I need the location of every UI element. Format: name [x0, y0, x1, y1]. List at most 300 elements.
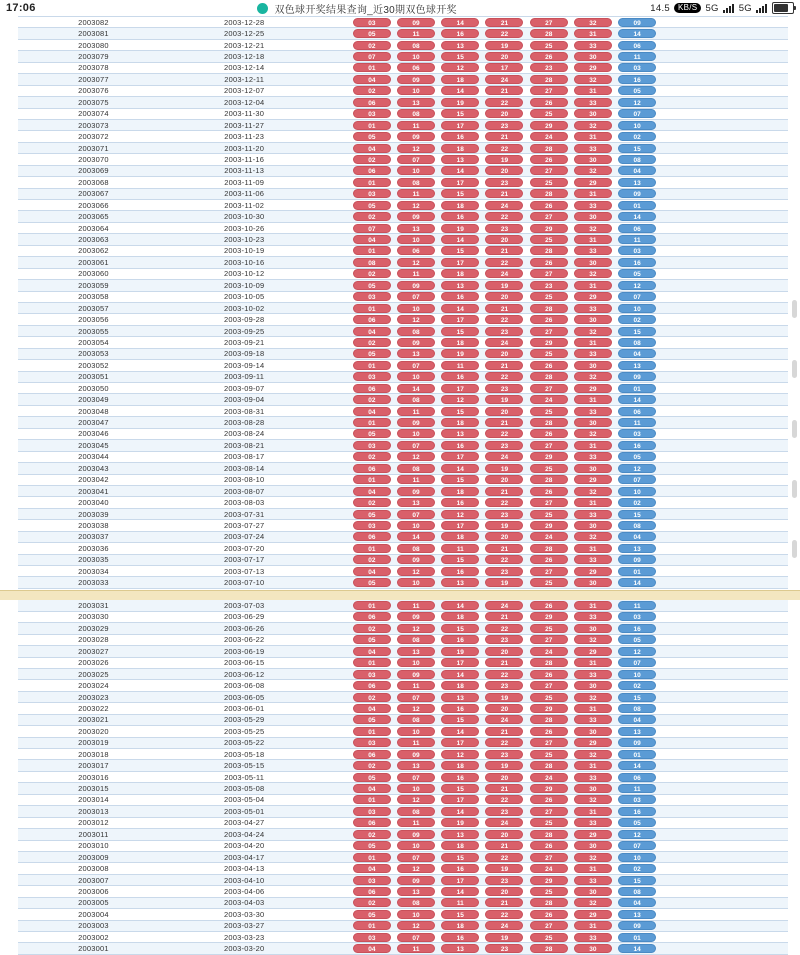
red-ball: 33 [574, 670, 612, 679]
red-ball-cell [438, 634, 482, 645]
red-ball-cell [350, 668, 394, 679]
row-gutter [0, 245, 18, 256]
red-ball-cell [527, 291, 571, 302]
red-ball-cell [394, 611, 438, 622]
table-row[interactable] [0, 771, 800, 782]
table-row[interactable] [0, 200, 800, 211]
red-ball: 23 [530, 281, 568, 290]
results-table-container[interactable] [0, 16, 800, 954]
table-row[interactable] [0, 348, 800, 359]
red-ball: 28 [530, 898, 568, 907]
table-row[interactable] [0, 74, 800, 85]
red-ball-cell [438, 74, 482, 85]
red-ball-cell [438, 737, 482, 748]
red-ball-cell [350, 771, 394, 782]
table-row[interactable] [0, 440, 800, 451]
red-ball-cell [482, 760, 526, 771]
table-row[interactable] [0, 302, 800, 313]
blue-ball: 03 [618, 429, 656, 438]
red-ball: 28 [530, 75, 568, 84]
table-row[interactable] [0, 131, 800, 142]
red-ball-cell [527, 17, 571, 28]
table-row[interactable] [0, 863, 800, 874]
red-ball: 19 [441, 98, 479, 107]
blue-ball: 03 [618, 612, 656, 621]
red-ball: 29 [574, 63, 612, 72]
table-row[interactable] [0, 85, 800, 96]
red-ball-cell [527, 657, 571, 668]
red-ball-cell [394, 222, 438, 233]
spacer-cell [320, 131, 350, 142]
red-ball-cell [482, 749, 526, 760]
red-ball: 32 [574, 635, 612, 644]
red-ball: 05 [353, 281, 391, 290]
browser-title-area [64, 1, 650, 16]
blue-ball: 02 [618, 132, 656, 141]
row-gutter [0, 405, 18, 416]
red-ball: 20 [485, 292, 523, 301]
blue-ball-cell [615, 566, 659, 577]
red-ball-cell [394, 85, 438, 96]
red-ball-cell [482, 165, 526, 176]
red-ball-cell [527, 119, 571, 130]
table-row[interactable] [0, 245, 800, 256]
issue-number: 2003080 [18, 39, 169, 50]
issue-number: 2003038 [18, 520, 169, 531]
table-row[interactable] [0, 508, 800, 519]
scrollbar-thumb[interactable] [792, 540, 797, 558]
red-ball: 09 [397, 670, 435, 679]
table-row[interactable] [0, 817, 800, 828]
red-ball: 19 [485, 41, 523, 50]
red-ball-cell [394, 28, 438, 39]
spacer-cell [320, 851, 350, 862]
red-ball: 33 [574, 612, 612, 621]
issue-number: 2003040 [18, 497, 169, 508]
red-ball: 06 [353, 98, 391, 107]
draw-date: 2003-12-04 [169, 97, 320, 108]
draw-date: 2003-03-30 [169, 909, 320, 920]
red-ball: 22 [485, 738, 523, 747]
table-row[interactable] [0, 280, 800, 291]
red-ball: 09 [397, 612, 435, 621]
row-gutter [0, 531, 18, 542]
row-tail [659, 314, 788, 325]
table-row[interactable] [0, 874, 800, 885]
table-row[interactable] [0, 405, 800, 416]
table-row[interactable] [0, 909, 800, 920]
red-ball: 33 [574, 144, 612, 153]
red-ball: 13 [441, 944, 479, 953]
draw-date: 2003-04-17 [169, 851, 320, 862]
table-row[interactable] [0, 108, 800, 119]
red-ball-cell [527, 566, 571, 577]
table-row[interactable] [0, 154, 800, 165]
row-scroll-gutter [788, 714, 800, 725]
blue-ball-cell [615, 806, 659, 817]
red-ball: 27 [530, 269, 568, 278]
table-row[interactable] [0, 291, 800, 302]
table-row[interactable] [0, 394, 800, 405]
spacer-cell [320, 714, 350, 725]
row-gutter [0, 760, 18, 771]
issue-number: 2003025 [18, 668, 169, 679]
table-row[interactable] [0, 520, 800, 531]
table-row[interactable] [0, 840, 800, 851]
red-ball: 24 [485, 921, 523, 930]
table-row[interactable] [0, 611, 800, 622]
red-ball: 20 [485, 52, 523, 61]
table-row[interactable] [0, 51, 800, 62]
red-ball: 03 [353, 109, 391, 118]
red-ball-cell [482, 97, 526, 108]
table-row[interactable] [0, 749, 800, 760]
issue-number: 2003062 [18, 245, 169, 256]
table-row[interactable] [0, 623, 800, 634]
red-ball-cell [482, 600, 526, 611]
table-row[interactable] [0, 188, 800, 199]
red-ball: 22 [485, 258, 523, 267]
blue-ball-cell [615, 51, 659, 62]
blue-ball: 09 [618, 18, 656, 27]
draw-date: 2003-08-03 [169, 497, 320, 508]
issue-number: 2003035 [18, 554, 169, 565]
red-ball: 27 [530, 384, 568, 393]
blue-ball: 12 [618, 830, 656, 839]
table-row[interactable] [0, 657, 800, 668]
issue-number: 2003043 [18, 463, 169, 474]
table-row[interactable] [0, 177, 800, 188]
red-ball-cell [438, 51, 482, 62]
red-ball-cell [571, 74, 615, 85]
blue-ball: 09 [618, 738, 656, 747]
table-row[interactable] [0, 737, 800, 748]
red-ball-cell [438, 943, 482, 954]
table-row[interactable] [0, 485, 800, 496]
red-ball-cell [350, 119, 394, 130]
blue-ball: 09 [618, 555, 656, 564]
table-row[interactable] [0, 451, 800, 462]
red-ball-cell [527, 451, 571, 462]
red-ball-cell [527, 794, 571, 805]
table-row[interactable] [0, 371, 800, 382]
issue-number: 2003078 [18, 62, 169, 73]
issue-number: 2003071 [18, 142, 169, 153]
table-row[interactable] [0, 726, 800, 737]
issue-number: 2003048 [18, 405, 169, 416]
table-row[interactable] [0, 62, 800, 73]
red-ball-cell [571, 897, 615, 908]
red-ball: 31 [574, 544, 612, 553]
bottom-toolbar[interactable] [0, 590, 800, 600]
row-gutter [0, 200, 18, 211]
red-ball: 17 [441, 521, 479, 530]
table-row[interactable] [0, 234, 800, 245]
blue-ball: 11 [618, 601, 656, 610]
table-row[interactable] [0, 691, 800, 702]
scrollbar-thumb[interactable] [792, 420, 797, 438]
red-ball: 28 [530, 475, 568, 484]
red-ball: 33 [574, 407, 612, 416]
table-row[interactable] [0, 577, 800, 588]
red-ball-cell [394, 783, 438, 794]
red-ball: 33 [574, 98, 612, 107]
red-ball: 07 [397, 292, 435, 301]
blue-ball: 02 [618, 681, 656, 690]
draw-date: 2003-05-15 [169, 760, 320, 771]
table-row[interactable] [0, 337, 800, 348]
red-ball: 23 [485, 750, 523, 759]
table-row[interactable] [0, 39, 800, 50]
red-ball-cell [571, 485, 615, 496]
blue-ball-cell [615, 749, 659, 760]
red-ball-cell [482, 897, 526, 908]
table-row[interactable] [0, 897, 800, 908]
red-ball: 17 [485, 63, 523, 72]
row-tail [659, 177, 788, 188]
blue-ball: 06 [618, 407, 656, 416]
table-row[interactable] [0, 886, 800, 897]
issue-number: 2003045 [18, 440, 169, 451]
table-row[interactable] [0, 543, 800, 554]
red-ball-cell [350, 417, 394, 428]
red-ball: 25 [530, 178, 568, 187]
red-ball-cell [571, 497, 615, 508]
table-row[interactable] [0, 142, 800, 153]
table-row[interactable] [0, 680, 800, 691]
red-ball: 26 [530, 315, 568, 324]
row-gutter [0, 62, 18, 73]
red-ball: 21 [485, 418, 523, 427]
spacer-cell [320, 257, 350, 268]
row-scroll-gutter [788, 668, 800, 679]
table-row[interactable] [0, 314, 800, 325]
table-row[interactable] [0, 360, 800, 371]
issue-number: 2003004 [18, 909, 169, 920]
row-gutter [0, 108, 18, 119]
table-row[interactable] [0, 806, 800, 817]
spacer-cell [320, 360, 350, 371]
blue-ball-cell [615, 62, 659, 73]
red-ball: 21 [485, 132, 523, 141]
red-ball: 02 [353, 452, 391, 461]
red-ball-cell [527, 383, 571, 394]
red-ball: 08 [397, 635, 435, 644]
row-tail [659, 749, 788, 760]
red-ball: 07 [353, 52, 391, 61]
row-gutter [0, 119, 18, 130]
red-ball: 02 [353, 555, 391, 564]
blue-ball-cell [615, 28, 659, 39]
draw-date: 2003-05-01 [169, 806, 320, 817]
red-ball: 27 [530, 498, 568, 507]
red-ball-cell [527, 440, 571, 451]
issue-number: 2003003 [18, 920, 169, 931]
table-row[interactable] [0, 165, 800, 176]
table-row[interactable] [0, 383, 800, 394]
table-row[interactable] [0, 325, 800, 336]
red-ball-cell [571, 234, 615, 245]
scrollbar-thumb[interactable] [792, 480, 797, 498]
issue-number: 2003067 [18, 188, 169, 199]
red-ball: 13 [441, 41, 479, 50]
draw-date: 2003-09-25 [169, 325, 320, 336]
table-row[interactable] [0, 703, 800, 714]
draw-date: 2003-08-10 [169, 474, 320, 485]
red-ball-cell [482, 257, 526, 268]
table-row[interactable] [0, 851, 800, 862]
table-row[interactable] [0, 497, 800, 508]
red-ball-cell [571, 337, 615, 348]
red-ball: 19 [485, 761, 523, 770]
red-ball-cell [527, 680, 571, 691]
red-ball: 15 [441, 109, 479, 118]
red-ball-cell [350, 897, 394, 908]
blue-ball: 07 [618, 475, 656, 484]
page-scrollbar[interactable] [792, 24, 797, 594]
table-row[interactable] [0, 119, 800, 130]
red-ball-cell [527, 760, 571, 771]
table-row[interactable] [0, 211, 800, 222]
red-ball-cell [394, 211, 438, 222]
table-row[interactable] [0, 97, 800, 108]
red-ball: 25 [530, 750, 568, 759]
table-row[interactable] [0, 920, 800, 931]
row-gutter [0, 623, 18, 634]
table-row[interactable] [0, 760, 800, 771]
red-ball-cell [571, 508, 615, 519]
red-ball-cell [438, 131, 482, 142]
red-ball-cell [438, 932, 482, 943]
red-ball: 18 [441, 681, 479, 690]
blue-ball-cell [615, 531, 659, 542]
blue-ball: 08 [618, 155, 656, 164]
red-ball: 08 [353, 258, 391, 267]
table-row[interactable] [0, 428, 800, 439]
red-ball-cell [482, 188, 526, 199]
red-ball: 25 [530, 887, 568, 896]
row-tail [659, 97, 788, 108]
blue-ball: 13 [618, 178, 656, 187]
red-ball: 32 [574, 898, 612, 907]
row-scroll-gutter [788, 909, 800, 920]
row-gutter [0, 794, 18, 805]
issue-number: 2003069 [18, 165, 169, 176]
blue-ball: 07 [618, 841, 656, 850]
table-row[interactable] [0, 222, 800, 233]
red-ball: 30 [574, 841, 612, 850]
table-row[interactable] [0, 531, 800, 542]
red-ball-cell [482, 737, 526, 748]
issue-number: 2003031 [18, 600, 169, 611]
red-ball-cell [438, 874, 482, 885]
red-ball: 28 [530, 944, 568, 953]
red-ball-cell [482, 909, 526, 920]
red-ball: 15 [441, 910, 479, 919]
row-tail [659, 634, 788, 645]
draw-date: 2003-05-04 [169, 794, 320, 805]
red-ball-cell [571, 200, 615, 211]
blue-ball-cell [615, 177, 659, 188]
table-row[interactable] [0, 634, 800, 645]
table-row[interactable] [0, 600, 800, 611]
table-row[interactable] [0, 566, 800, 577]
issue-number: 2003001 [18, 943, 169, 954]
table-row[interactable] [0, 554, 800, 565]
issue-number: 2003022 [18, 703, 169, 714]
table-row[interactable] [0, 783, 800, 794]
issue-number: 2003073 [18, 119, 169, 130]
red-ball: 27 [530, 441, 568, 450]
red-ball-cell [438, 62, 482, 73]
issue-number: 2003079 [18, 51, 169, 62]
spacer-cell [320, 302, 350, 313]
red-ball-cell [482, 520, 526, 531]
red-ball-cell [394, 623, 438, 634]
red-ball: 25 [530, 349, 568, 358]
red-ball: 06 [353, 887, 391, 896]
red-ball-cell [438, 211, 482, 222]
red-ball: 09 [397, 18, 435, 27]
red-ball-cell [482, 531, 526, 542]
table-row[interactable] [0, 932, 800, 943]
table-row[interactable] [0, 943, 800, 954]
draw-date: 2003-12-18 [169, 51, 320, 62]
red-ball: 31 [574, 86, 612, 95]
table-row[interactable] [0, 794, 800, 805]
blue-ball: 01 [618, 201, 656, 210]
blue-ball: 14 [618, 944, 656, 953]
status-time: 17:06 [6, 2, 36, 14]
red-ball: 20 [485, 887, 523, 896]
row-scroll-gutter [788, 794, 800, 805]
red-ball-cell [350, 371, 394, 382]
scrollbar-thumb[interactable] [792, 360, 797, 378]
red-ball: 27 [530, 807, 568, 816]
red-ball: 22 [485, 670, 523, 679]
issue-number: 2003066 [18, 200, 169, 211]
table-row[interactable] [0, 268, 800, 279]
red-ball: 01 [353, 658, 391, 667]
red-ball-cell [394, 600, 438, 611]
table-row[interactable] [0, 417, 800, 428]
table-row[interactable] [0, 646, 800, 657]
table-row[interactable] [0, 463, 800, 474]
red-ball-cell [350, 566, 394, 577]
draw-date: 2003-08-17 [169, 451, 320, 462]
signal-bars-icon-2 [756, 4, 768, 13]
blue-ball-cell [615, 371, 659, 382]
red-ball-cell [350, 142, 394, 153]
table-row[interactable] [0, 668, 800, 679]
red-ball: 21 [485, 841, 523, 850]
table-row[interactable] [0, 714, 800, 725]
draw-date: 2003-10-02 [169, 302, 320, 313]
red-ball-cell [438, 474, 482, 485]
table-row[interactable] [0, 257, 800, 268]
red-ball: 20 [485, 532, 523, 541]
row-tail [659, 863, 788, 874]
scrollbar-thumb[interactable] [792, 300, 797, 318]
red-ball: 22 [485, 555, 523, 564]
red-ball: 12 [397, 624, 435, 633]
red-ball-cell [438, 817, 482, 828]
red-ball-cell [527, 74, 571, 85]
table-row[interactable] [0, 829, 800, 840]
table-row[interactable] [0, 17, 800, 28]
table-row[interactable] [0, 28, 800, 39]
table-row[interactable] [0, 474, 800, 485]
